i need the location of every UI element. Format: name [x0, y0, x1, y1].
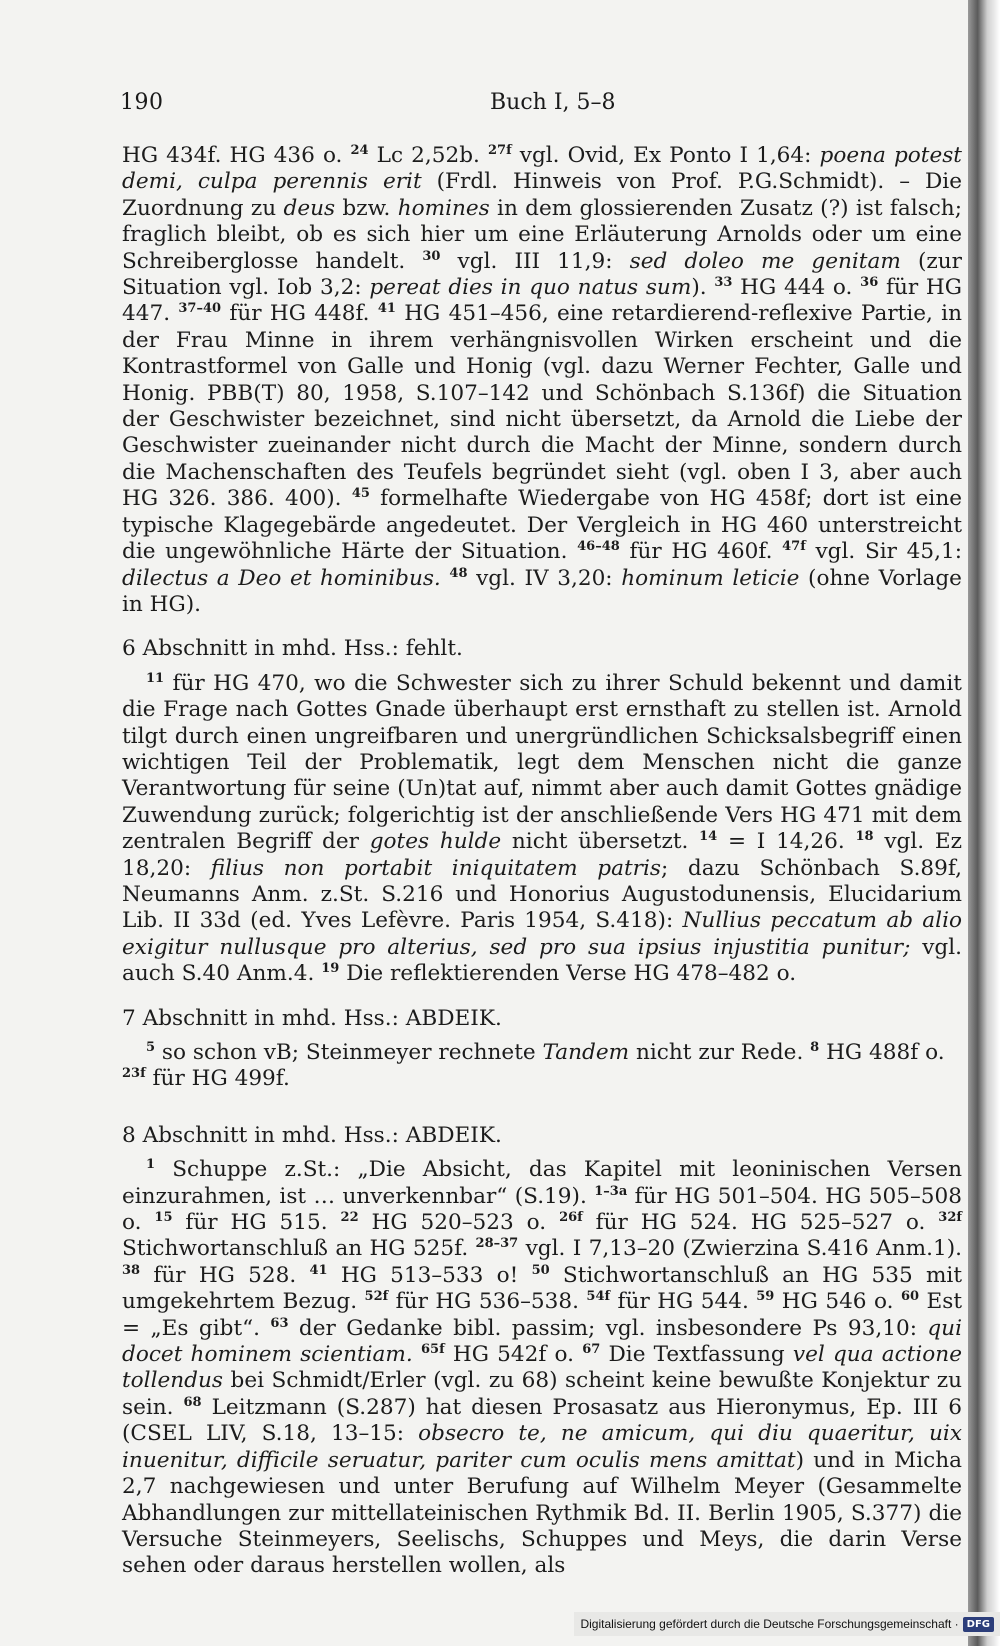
notes-body [122, 143, 962, 1580]
section-6-heading: 6 Abschnitt in mhd. Hss.: fehlt. [122, 636, 463, 662]
notes-section-7: $^5$ so schon vB; Steinmeyer rechnete Tandem nicht zur Rede. $^8$ HG 488f o. $^{23f}$ für HG 499f. [122, 1039, 945, 1092]
section-8-heading: 8 Abschnitt in mhd. Hss.: ABDEIK. [122, 1122, 502, 1148]
notes-section-6: $^{11}$ für HG 470, wo die Schwester sich zu ihrer Schuld bekennt und damit die Frage nach Gottes Gnade überhaupt erst ernsthaft zu stellen ist. Arnold tilgt durch einen ungreifbaren und unergründlichen Schicksalsbegriff einen wichtigen Teil der Problematik, legt dem Menschen nicht die ganze Verantwortung für seine (Un)tat auf, nimmt aber auch damit Gottes gnädige Zuwendung zurück; folgerichtig ist der anschließende Vers HG 471 mit dem zentralen Begriff der gotes hulde nicht übersetzt. $^{14}$ = I 14,26. $^{18}$ vgl. Ez 18,20: filius non portabit iniquitatem patris; dazu Schönbach S.89f, Neumanns Anm. z.St. S.216 und Honorius Augustodunensis, Elucidarium Lib. II 33d (ed. Yves Lefèvre. Paris 1954, S.418): Nullius peccatum ab alio exigitur nullusque pro alterius, sed pro sua ipsius injustitia punitur; vgl. auch S.40 Anm.4. $^{19}$ Die reflektierenden Verse HG 478–482 o. [122, 670, 962, 987]
section-7-heading: 7 Abschnitt in mhd. Hss.: ABDEIK. [122, 1005, 502, 1031]
dfg-logo[interactable]: DFG [963, 1617, 994, 1632]
notes-section-5: HG 434f. HG 436 o. $^{24}$ Lc 2,52b. $^{27f}$ vgl. Ovid, Ex Ponto I 1,64: poena potest demi, culpa perennis erit (Frdl. Hinweis von Prof. P.G.Schmidt). – Die Zuordnung zu deus bzw. homines in dem glossierenden Zusatz (?) ist falsch; fraglich bleibt, ob es sich hier um eine Erläuterung Arnolds oder um eine Schreiberglosse handelt. $^{30}$ vgl. III 11,9: sed doleo me genitam (zur Situation vgl. Iob 3,2: pereat dies in quo natus sum). $^{33}$ HG 444 o. $^{36}$ für HG 447. $^{37-40}$ für HG 448f. $^{41}$ HG 451–456, eine retardierend-reflexive Partie, in der Frau Minne in ihrem verhängnisvollen Wirken erscheint und die Kontrastformel von Galle und Honig (vgl. dazu Werner Fechter, Galle und Honig. PBB(T) 80, 1958, S.107–142 und Schönbach S.136f) die Situation der Geschwister bezeichnet, sind nicht übersetzt, da Arnold die Liebe der Geschwister zueinander nicht durch die Macht der Minne, sondern durch die Machenschaften des Teufels begründet sieht (vgl. oben I 3, aber auch HG 326. 386. 400). $^{45}$ formelhafte Wiedergabe von HG 458f; dort ist eine typische Klagegebärde angedeutet. Der Vergleich in HG 460 unterstreicht die ungewöhnliche Härte der Situation. $^{46-48}$ für HG 460f. $^{47f}$ vgl. Sir 45,1: dilectus a Deo et hominibus. $^{48}$ vgl. IV 3,20: hominum leticie (ohne Vorlage in HG). [122, 142, 963, 617]
page-number: 190 [120, 90, 164, 115]
page-edge-shadow [968, 0, 1000, 1646]
running-head: Buch I, 5–8 [490, 90, 616, 115]
footer-text: Digitalisierung gefördert durch die Deutsche Forschungsgemeinschaft · [580, 1617, 959, 1631]
digitization-footer [574, 1612, 1000, 1636]
notes-section-8: $^1$ Schuppe z.St.: „Die Absicht, das Kapitel mit leoninischen Versen einzurahmen, ist … unverkennbar“ (S.19). $^{1-3a}$ für HG 501–504. HG 505–508 o. $^{15}$ für HG 515. $^{22}$ HG 520–523 o. $^{26f}$ für HG 524. HG 525–527 o. $^{32f}$ Stichwortanschluß an HG 525f. $^{28-37}$ vgl. I 7,13–20 (Zwierzina S.416 Anm.1). $^{38}$ für HG 528. $^{41}$ HG 513–533 o! $^{50}$ Stichwortanschluß an HG 535 mit umgekehrtem Bezug. $^{52f}$ für HG 536–538. $^{54f}$ für HG 544. $^{59}$ HG 546 o. $^{60}$ Est = „Es gibt“. $^{63}$ der Gedanke bibl. passim; vgl. insbesondere Ps 93,10: qui docet hominem scientiam. $^{65f}$ HG 542f o. $^{67}$ Die Textfassung vel qua actione tollendus bei Schmidt/Erler (vgl. zu 68) scheint keine bewußte Konjektur zu sein. $^{68}$ Leitzmann (S.287) hat diesen Prosasatz aus Hieronymus, Ep. III 6 (CSEL LIV, S.18, 13–15: obsecro te, ne amicum, qui diu quaeritur, uix inuenitur, difficile seruatur, pariter cum oculis mens amittat) und in Micha 2,7 nachgewiesen und unter Berufung auf Wilhelm Meyer (Gesammelte Abhandlungen zur mittellateinischen Rythmik Bd. II. Berlin 1905, S.377) die Versuche Steinmeyers, Seelischs, Schuppes und Meys, die darin Verse sehen oder daraus herstellen wollen, als [122, 1157, 963, 1579]
